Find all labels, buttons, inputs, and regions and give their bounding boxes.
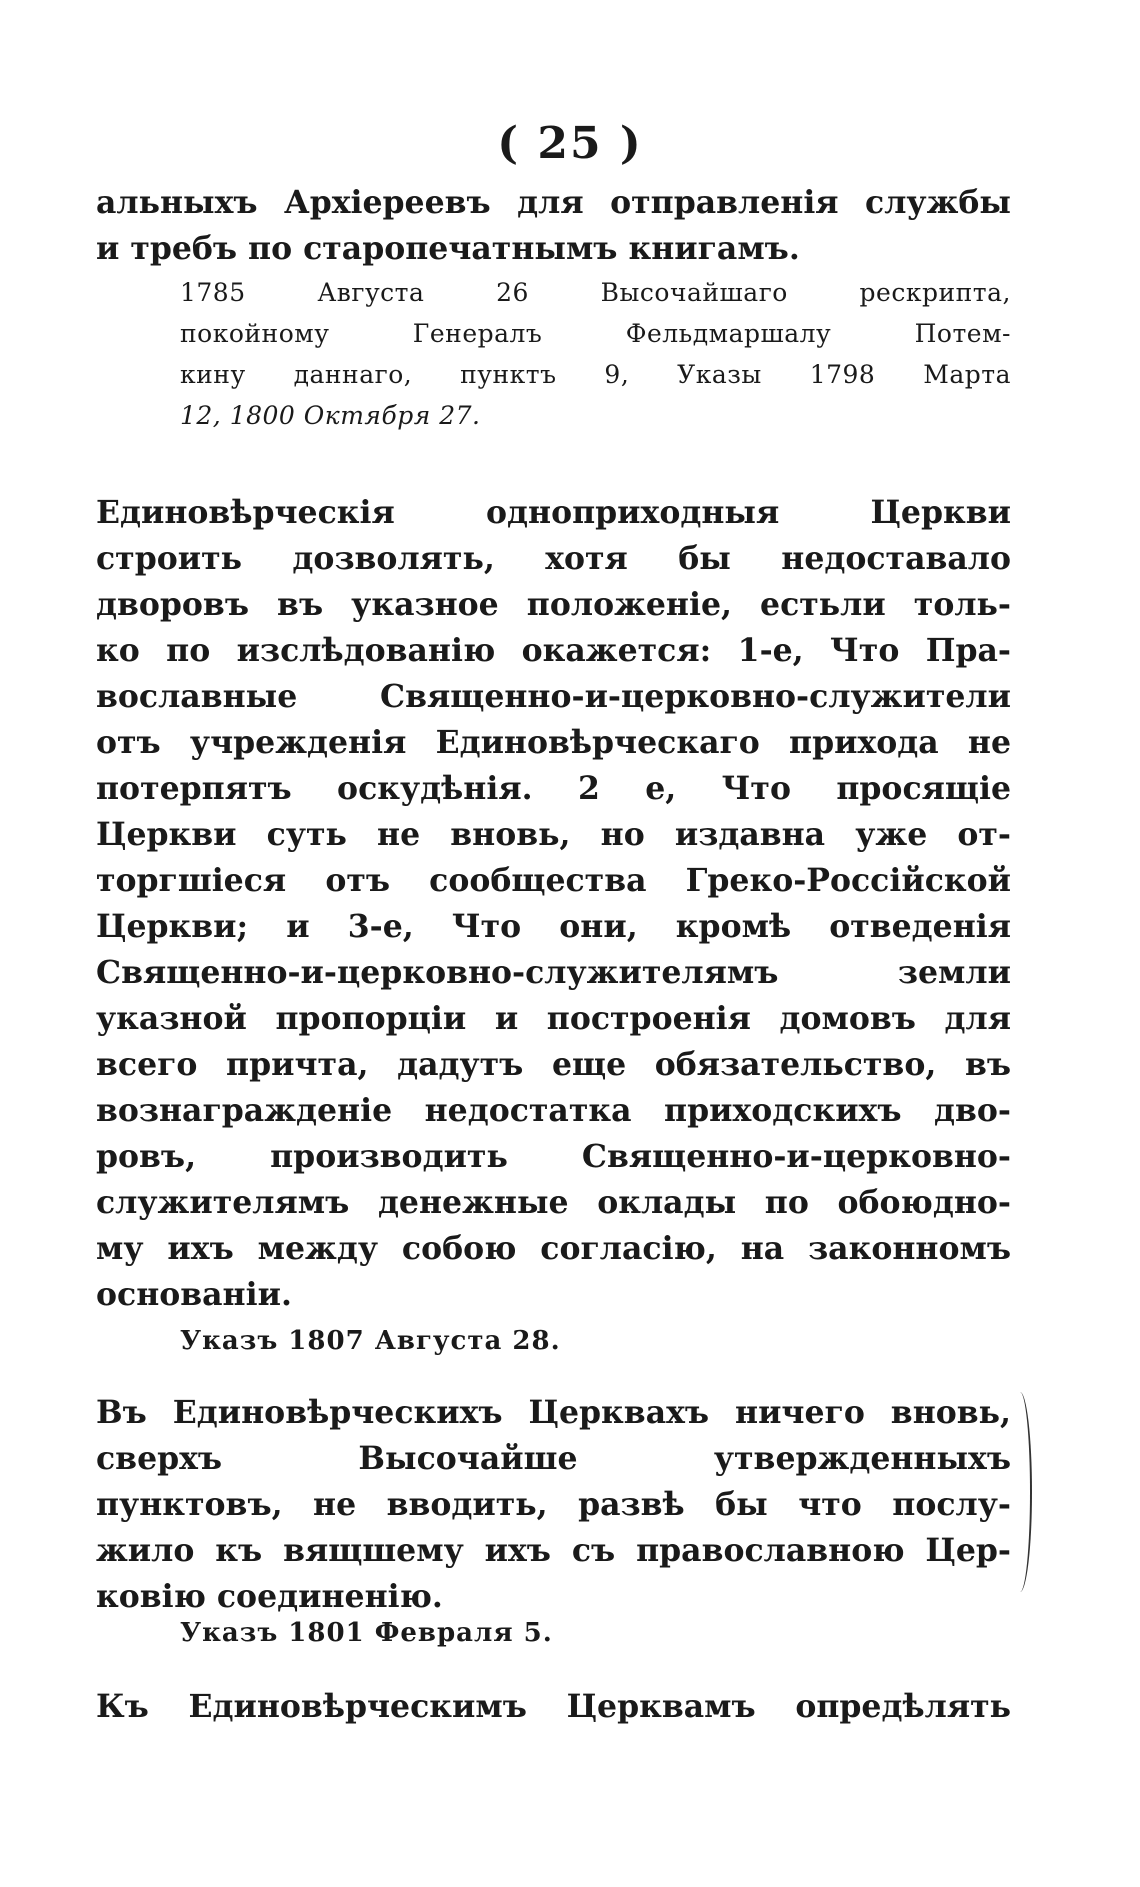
citation-line: 1785 Августа 26 Высочайшаго рескрипта, (180, 278, 1011, 307)
text-line: жило къ вящшему ихъ съ православною Цер- (96, 1532, 1011, 1569)
text-line: Церкви; и 3-е, Что они, кромѣ отведенія (96, 908, 1011, 945)
paragraph-continuation (96, 180, 1011, 272)
citation-line: 12, 1800 Октября 27. (180, 401, 481, 430)
text-line: строить дозволять, хотя бы недоставало (96, 540, 1011, 577)
citation-rescript-1785 (180, 272, 1011, 436)
text-line: служителямъ денежные оклады по обоюдно- (96, 1184, 1011, 1221)
citation-ukaz-1807: Указъ 1807 Августа 28. (180, 1326, 561, 1356)
text-line: ко по изслѣдованію окажется: 1-е, Что Пра- (96, 632, 1011, 669)
paragraph-no-innovations (96, 1390, 1011, 1620)
text-line: му ихъ между собою согласію, на законномъ (96, 1230, 1011, 1267)
text-line: и требъ по старопечатнымъ книгамъ. (96, 230, 800, 267)
text-line: основаніи. (96, 1276, 292, 1313)
text-line: дворовъ въ указное положеніе, естьли толь- (96, 586, 1011, 623)
text-line: вославные Священно-и-церковно-служители (96, 678, 1011, 715)
text-line: указной пропорціи и построенія домовъ для (96, 1000, 1011, 1037)
text-line: отъ учрежденія Единовѣрческаго прихода не (96, 724, 1011, 761)
text-line: Священно-и-церковно-служителямъ земли (96, 954, 1011, 991)
text-line: Къ Единовѣрческимъ Церквамъ опредѣлять (96, 1688, 1011, 1725)
citation-ukaz-1801: Указъ 1801 Февраля 5. (180, 1618, 553, 1648)
text-line: сверхъ Высочайше утвержденныхъ (96, 1440, 1011, 1477)
paragraph-single-parish-churches (96, 490, 1011, 1318)
text-line: альныхъ Архіереевъ для отправленія службы (96, 184, 1011, 221)
paragraph-assignment (96, 1684, 1011, 1730)
text-line: ковію соединенію. (96, 1578, 443, 1615)
text-line: Единовѣрческія одноприходныя Церкви (96, 494, 1011, 531)
text-line: Въ Единовѣрческихъ Церквахъ ничего вновь, (96, 1394, 1011, 1431)
text-line: пунктовъ, не вводить, развѣ бы что послу- (96, 1486, 1011, 1523)
citation-line: покойному Генералъ Фельдмаршалу Потем- (180, 319, 1011, 348)
text-line: Церкви суть не вновь, но издавна уже от- (96, 816, 1011, 853)
text-line: всего причта, дадутъ еще обязательство, въ (96, 1046, 1011, 1083)
text-line: вознагражденіе недостатка приходскихъ дво- (96, 1092, 1011, 1129)
citation-line: кину даннаго, пунктъ 9, Указы 1798 Марта (180, 360, 1011, 389)
text-line: потерпятъ оскудѣнія. 2 е, Что просящіе (96, 770, 1011, 807)
text-line: торгшіеся отъ сообщества Греко-Россійской (96, 862, 1011, 899)
margin-bracket (1012, 1392, 1032, 1592)
page-number: ( 25 ) (497, 118, 643, 169)
text-line: ровъ, производить Священно-и-церковно- (96, 1138, 1011, 1175)
